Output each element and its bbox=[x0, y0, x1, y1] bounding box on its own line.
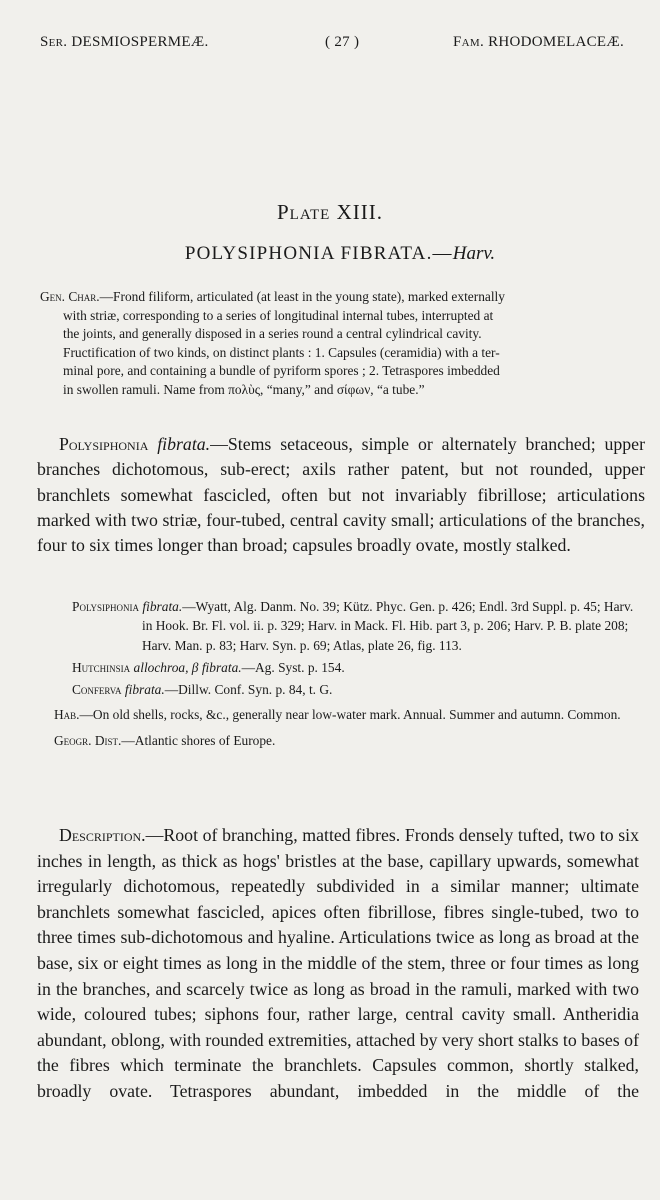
header-family-name: RHODOMELACEÆ. bbox=[488, 34, 625, 50]
geogr-label: Geogr. Dist. bbox=[54, 732, 122, 748]
species-title bbox=[0, 243, 660, 265]
species-title-author: Harv. bbox=[452, 243, 496, 264]
habitat bbox=[40, 705, 645, 724]
synonym-entry bbox=[40, 597, 645, 655]
synonym-species: fibrata. bbox=[124, 682, 165, 698]
header-family-label: Fam. bbox=[453, 34, 485, 50]
synonym-genus: Hutchinsia bbox=[72, 659, 131, 675]
geogr-text: —Atlantic shores of Europe. bbox=[121, 732, 276, 748]
gen-char-line: in swollen ramuli. Name from πολὺς, “many,” and σίφων, “a tube.” bbox=[63, 381, 425, 397]
synonym-refs: —Wyatt, Alg. Danm. No. 39; Kütz. Phyc. Gen. p. 426; Endl. 3rd Suppl. p. 45; Harv. in Hook. Br. Fl. vol. ii. p. 329; Harv. in Mack. Fl. Hib. part 3, p. 206; Harv. P. B. plate 208; Harv. Man. p. 83; Harv. Syn. p. 69; Atlas, plate 26, fig. 113. bbox=[142, 599, 634, 653]
header-series-label: Ser. bbox=[40, 34, 68, 50]
species-title-name: POLYSIPHONIA FIBRATA.— bbox=[184, 243, 453, 264]
plate-title: Plate XIII. bbox=[277, 200, 383, 224]
description-paragraph bbox=[37, 823, 639, 1130]
synonym-entry bbox=[40, 680, 645, 699]
header-series bbox=[40, 34, 209, 51]
gen-char-label: Gen. Char. bbox=[40, 289, 100, 304]
gen-char-line: Fructification of two kinds, on distinct plants : 1. Capsules (ceramidia) with a ter- bbox=[63, 344, 500, 360]
synonym-entry bbox=[40, 658, 645, 677]
synonym-refs: —Ag. Syst. p. 154. bbox=[241, 659, 345, 675]
synonym-refs: —Dillw. Conf. Syn. p. 84, t. G. bbox=[164, 682, 333, 698]
running-header bbox=[0, 34, 660, 56]
description-text: —Root of branching, matted fibres. Fronds densely tufted, two to six inches in length, as thick as hogs' bristles at the base, capillary upwards, somewhat irregularly dichotomous, repeatedly subdivided in a similar manner; ultimate branchlets somewhat fascicled, apices often fibrillose, fibres single-tubed, two to three times sub-dichotomous and hyaline. Articulations twice as long as broad at the base, six or eight times as long in the middle of the stem, three or four times as long in the branches, and scarcely twice as long as broad in the ramuli, marked with two wide, coloured tubes; siphons four, rather large, central cavity small. Antheridia abundant, oblong, with rounded extremities, attached by very short stalks to bases of the fibres which terminate the branchlets. Capsules common, shortly stalked, broadly ovate. Tetraspores abundant, imbedded in the middle of the bbox=[37, 825, 639, 1101]
synonym-genus: Conferva bbox=[72, 682, 122, 698]
synonymy bbox=[40, 597, 645, 750]
gen-char-line: the joints, and generally disposed in a series round a central cylindrical cavity. bbox=[63, 326, 482, 342]
gen-char-text: —Frond filiform, articulated (at least in the young state), marked externally bbox=[99, 289, 505, 304]
species-description-paragraph bbox=[37, 432, 645, 558]
species-description bbox=[37, 432, 645, 558]
species-genus: Polysiphonia bbox=[59, 434, 149, 454]
habitat-text: —On old shells, rocks, &c., generally near low-water mark. Annual. Summer and autumn. Common. bbox=[79, 707, 621, 723]
geographic-distribution bbox=[40, 731, 645, 750]
species-epithet: fibrata. bbox=[157, 434, 211, 454]
header-family bbox=[453, 34, 624, 51]
gen-char-line bbox=[40, 288, 645, 307]
synonym-species: allochroa, β fibrata. bbox=[133, 659, 242, 675]
description bbox=[37, 823, 639, 1130]
habitat-label: Hab. bbox=[54, 707, 80, 723]
page-number: ( 27 ) bbox=[325, 34, 360, 50]
description-label: Description. bbox=[59, 825, 146, 845]
gen-char-line: with striæ, corresponding to a series of longitudinal internal tubes, interrupted at bbox=[63, 307, 494, 323]
synonym-genus: Polysiphonia bbox=[72, 599, 140, 614]
synonym-species: fibrata. bbox=[142, 599, 183, 614]
gen-char-line: minal pore, and containing a bundle of pyriform spores ; 2. Tetraspores imbedded bbox=[63, 363, 500, 379]
species-description-text: —Stems setaceous, simple or alternately branched; upper branches dichotomous, sub-erect; axils rather patent, but not rounded, upper branchlets somewhat fascicled, often but not invariably fibrillose; articulations marked with two striæ, four-tubed, central cavity small; articulations of the branches, four to six times longer than broad; capsules broadly ovate, mostly stalked. bbox=[37, 434, 645, 556]
genus-character bbox=[40, 288, 645, 400]
header-series-name: DESMIOSPERMEÆ. bbox=[71, 34, 209, 50]
